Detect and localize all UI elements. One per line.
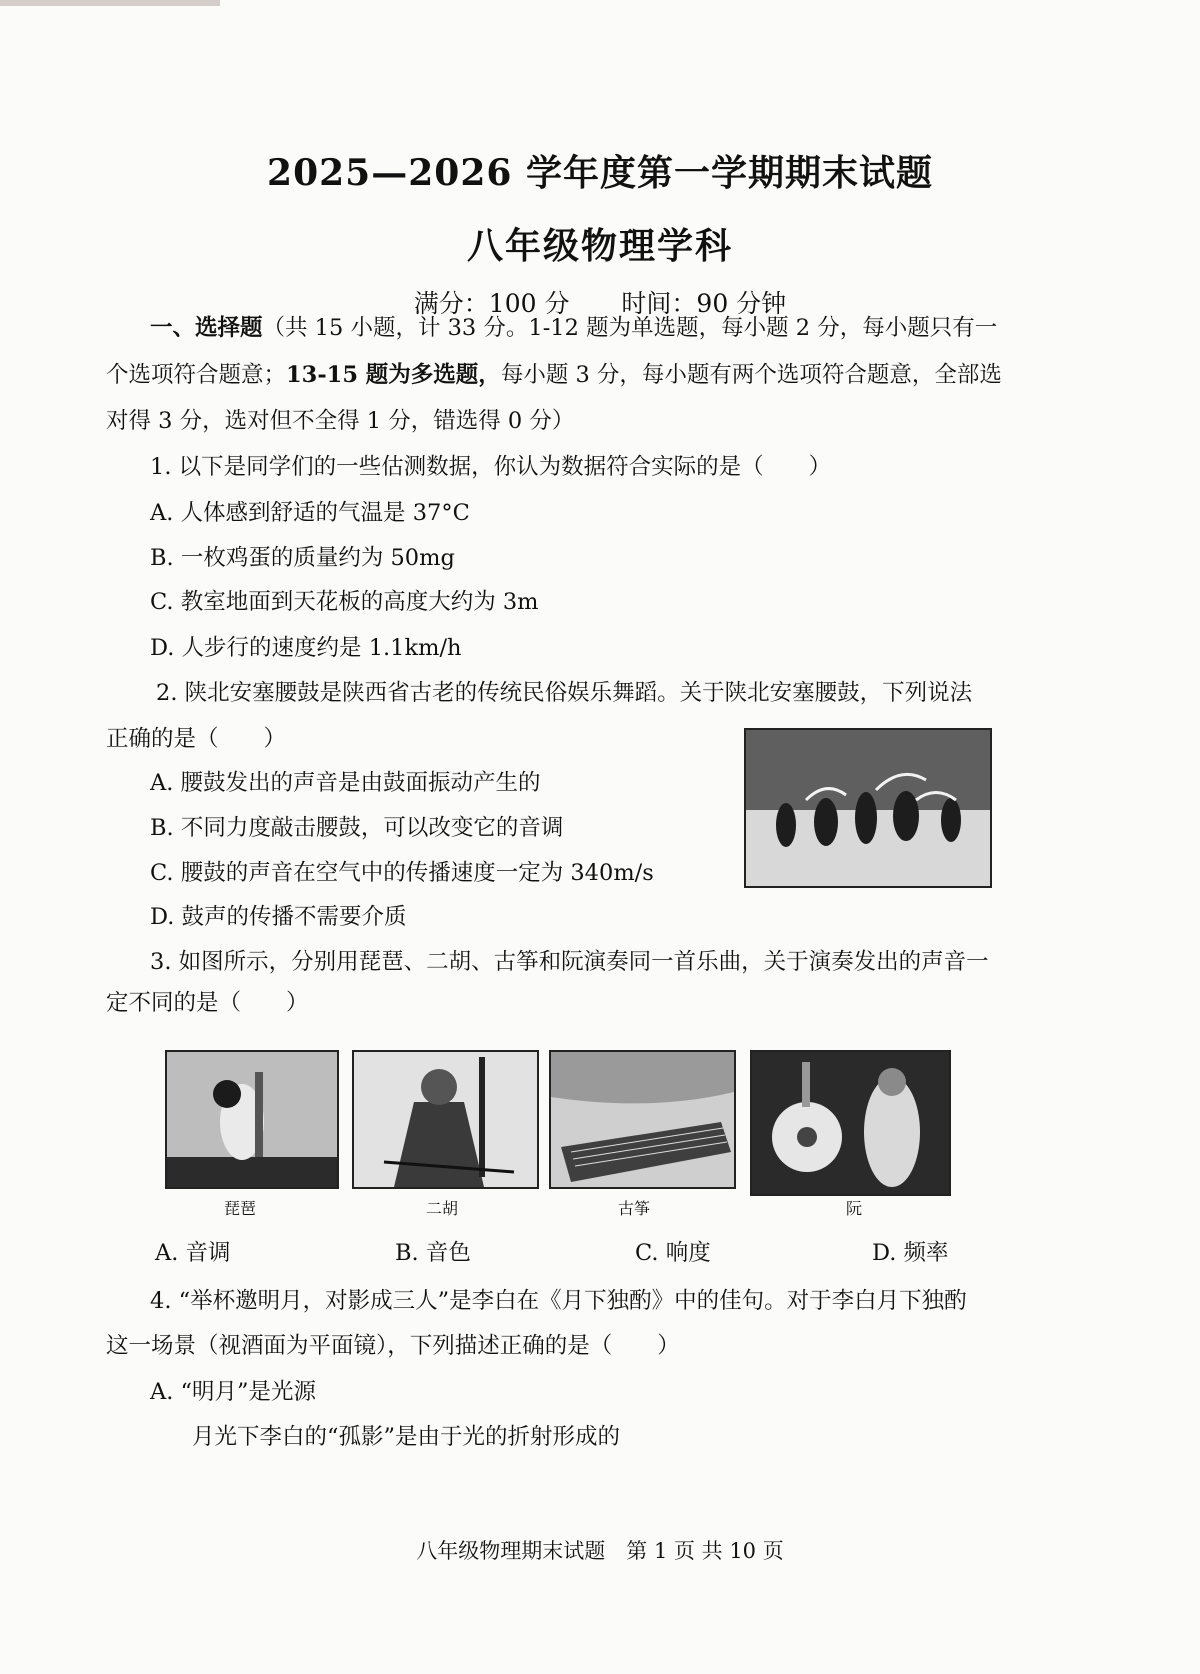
- caption-guzheng: 古筝: [617, 1199, 650, 1218]
- full-score: 满分：100 分: [413, 289, 570, 318]
- question-1-option-b: B. 一枚鸡蛋的质量约为 50mg: [150, 545, 455, 571]
- caption-erhu: 二胡: [425, 1199, 458, 1218]
- section-label: 一、选择题: [150, 315, 263, 341]
- section-text-bold: 13-15 题为多选题，: [286, 362, 501, 388]
- erhu-illustration: [354, 1052, 537, 1187]
- caption-pipa: 琵琶: [223, 1199, 256, 1218]
- pipa-photo: [165, 1050, 339, 1189]
- question-2-option-d: D. 鼓声的传播不需要介质: [150, 904, 407, 930]
- question-3-stem-line-2: 定不同的是（ ）: [106, 990, 309, 1016]
- guzheng-illustration: [551, 1052, 734, 1187]
- erhu-photo: [352, 1050, 539, 1189]
- question-3-option-d: D. 频率: [872, 1240, 949, 1266]
- ruan-photo: [750, 1050, 951, 1196]
- question-3-option-a: A. 音调: [155, 1240, 231, 1266]
- question-1-stem: 1. 以下是同学们的一些估测数据，你认为数据符合实际的是（ ）: [150, 454, 832, 480]
- section-instructions-line-2: [106, 360, 1002, 390]
- question-2-option-b: B. 不同力度敲击腰鼓，可以改变它的音调: [150, 815, 564, 841]
- dancers-illustration: [746, 730, 990, 886]
- section-text: （共 15 小题，计 33 分。1-12 题为单选题，每小题 2 分，每小题只有一: [262, 315, 998, 341]
- guzheng-photo: [549, 1050, 736, 1189]
- question-1-option-a: A. 人体感到舒适的气温是 37°C: [150, 500, 470, 526]
- caption-ruan: 阮: [845, 1199, 862, 1218]
- exam-subtitle: 八年级物理学科: [466, 225, 733, 267]
- section-instructions-line-3: 对得 3 分，选对但不全得 1 分，错选得 0 分）: [106, 408, 575, 434]
- question-3-option-b: B. 音色: [395, 1240, 471, 1266]
- exam-time: 时间：90 分钟: [621, 289, 787, 318]
- question-1-option-d: D. 人步行的速度约是 1.1km/h: [150, 635, 462, 661]
- page-footer: 八年级物理期末试题 第 1 页 共 10 页: [416, 1539, 784, 1563]
- pipa-illustration: [167, 1052, 337, 1187]
- waist-drum-dance-photo: [744, 728, 992, 888]
- question-2-stem-line-2: 正确的是（ ）: [106, 726, 287, 752]
- question-4-stem-line-2: 这一场景（视酒面为平面镜），下列描述正确的是（ ）: [106, 1333, 680, 1359]
- question-3-stem-line-1: 3. 如图所示，分别用琵琶、二胡、古筝和阮演奏同一首乐曲，关于演奏发出的声音一: [150, 949, 989, 975]
- question-4-option-b: 月光下李白的“孤影”是由于光的折射形成的: [192, 1424, 621, 1450]
- scan-edge-mark: [0, 0, 220, 6]
- question-2-option-a: A. 腰鼓发出的声音是由鼓面振动产生的: [150, 770, 541, 796]
- exam-title: 2025—2026 学年度第一学期期末试题: [267, 152, 933, 194]
- section-instructions-line-1: [150, 313, 997, 343]
- ruan-illustration: [752, 1052, 949, 1194]
- question-2-stem-line-1: 2. 陕北安塞腰鼓是陕西省古老的传统民俗娱乐舞蹈。关于陕北安塞腰鼓，下列说法: [156, 680, 973, 706]
- question-2-option-c: C. 腰鼓的声音在空气中的传播速度一定为 340m/s: [150, 860, 654, 886]
- section-text: 个选项符合题意；: [106, 362, 287, 388]
- section-text: 每小题 3 分，每小题有两个选项符合题意，全部选: [500, 362, 1002, 388]
- question-4-option-a: A. “明月”是光源: [150, 1379, 317, 1405]
- question-1-option-c: C. 教室地面到天花板的高度大约为 3m: [150, 589, 539, 615]
- question-4-stem-line-1: 4. “举杯邀明月，对影成三人”是李白在《月下独酌》中的佳句。对于李白月下独酌: [150, 1288, 967, 1314]
- question-3-option-c: C. 响度: [635, 1240, 711, 1266]
